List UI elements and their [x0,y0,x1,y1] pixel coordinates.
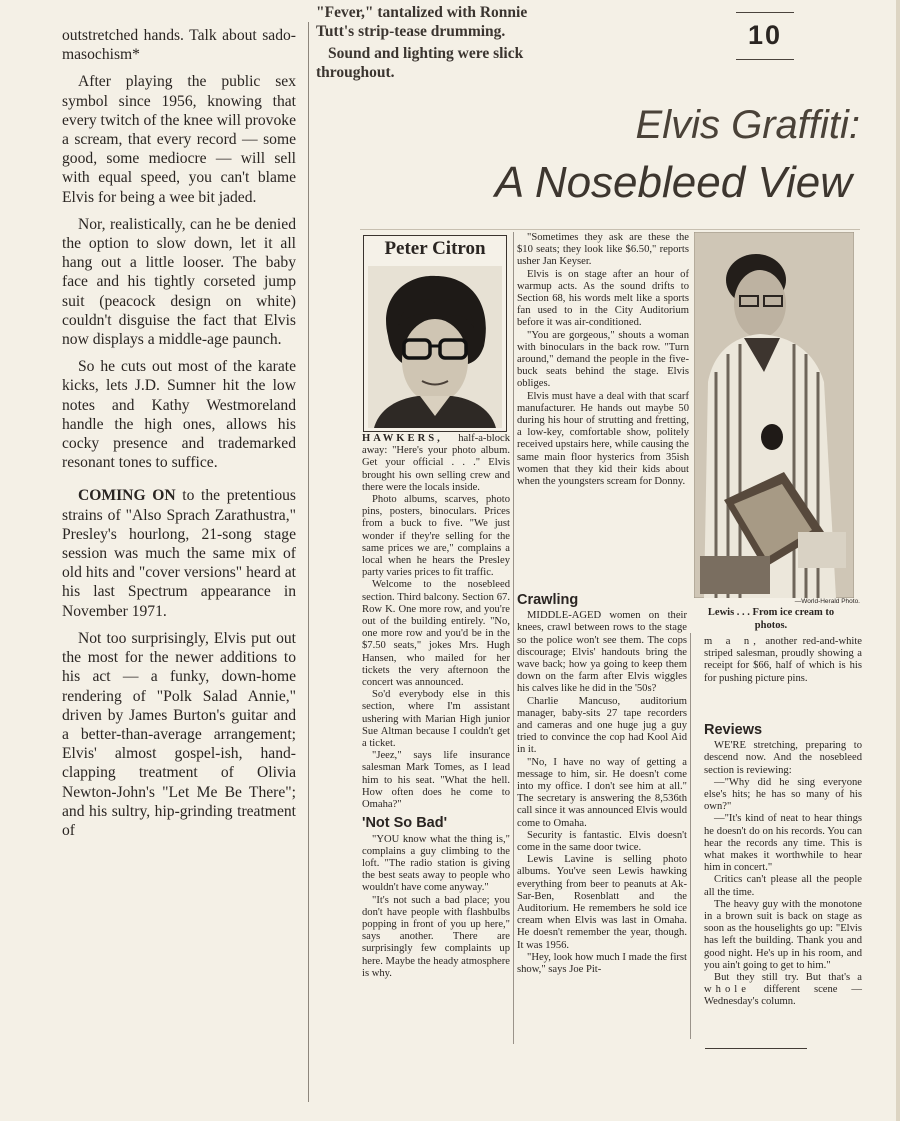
author-portrait [368,266,502,428]
c2-para-4: "Jeez," says life insurance salesman Mark Tomes, as I lead him to his seat. "What the hell. How often does he come to Omaha?" [362,750,510,811]
c4-para-2: WE'RE stretching, preparing to descend now. And the nosebleed section is reviewing: [704,740,862,776]
c2-para-2: Welcome to the nosebleed section. Third balcony. Section 67. Row K. One more row, and you're out of the building entirely. "No, one more row and you'd be in the $7.50 seats," jokes Mrs. Hugh Hansen, who mailed for her tickets the very afternoon the concert was announced. [362,579,510,689]
c3-para-9: Lewis Lavine is selling photo albums. You've seen Lewis hawking everything from beer to peanuts at Ak-Sar-Ben, Rosenblatt and the Auditorium. He remembers he sold ice cream when Elvis was last in Omaha. He doesn't remember the year, though. It was 1956. [517,854,687,951]
c4-para-1 [704,636,862,685]
c2-para-1: Photo albums, scarves, photo pins, posters, binoculars. Prices from a buck to five. "We just wonder if they're selling for the same prices we are," complains a local when he hears the Presley party varies prices to fit traffic. [362,494,510,579]
headline-rule [360,229,860,230]
column-three-bottom [517,588,687,976]
subhead-reviews: Reviews [704,722,763,738]
headline-line-2: A Nosebleed View [494,158,852,207]
column-three-top [517,232,689,488]
c4-final-whole: whole [704,984,750,996]
end-rule [705,1048,807,1049]
c2-para-6: "It's not such a bad place; you don't have people with flashbulbs popping in front of you up here," says another. There are surprisingly few complaints up here. Maybe the heady atmosphere is why. [362,894,510,979]
col1-para-3: Nor, realistically, can he be denied the option to slow down, let it all hang out a little looser. The baby face and his tightly corseted jump suit (peacock design on white) couldn't disguise the fact that Elvis now displays a middle-age paunch. [62,215,296,349]
c4-para-5: Critics can't please all the people all the time. [704,874,862,898]
c2-para-5: "YOU know what the thing is," complains a guy climbing to the loft. "The radio station is giving the best seats away to people who wouldn't have come anyway." [362,833,510,894]
c4-para-4: —"It's kind of neat to hear things he doesn't do on his records. You can hear the records any time. This is what makes it worthwhile to hear him in concert." [704,813,862,874]
column-four-body [704,718,862,1009]
photo-caption: Lewis . . . From ice cream to photos. [707,607,835,631]
col1-para-1: outstretched hands. Talk about sado-masochism* [62,27,296,64]
top2-para-2: Sound and lighting were slick throughout. [316,45,524,81]
byline-name: Peter Citron [384,238,486,259]
c3-para-7: "No, I have no way of getting a message to him, sir. He doesn't come into my office. I don't see him at all." The secretary is answering the 8,536th call since it was announced Elvis would come to Omaha. [517,756,687,829]
hawkers-lead: HAWKERS, [362,433,443,444]
c4-final-a: But they still try. But that's a [714,972,862,984]
column-rule-3 [690,633,691,1039]
subhead-crawling: Crawling [517,592,579,608]
coming-on-text: to the pretentious strains of "Also Sprach Zarathustra," Presley's hourlong, 21-song stage session was much the same mix of old hits and "cover versions" heard at his last Spectrum appearance in November 1971. [62,487,296,620]
column-rule [308,22,309,1102]
c3-para-4: Elvis must have a deal with that scarf manufacturer. He hands out maybe 50 during his hour of strutting and fretting, a low-key, comfortable show, politely received upstairs here, while causing the same main floor hysterics from 35ish women that they kid their kids about when the youngsters scream for Donny. [517,390,689,488]
c3-para-5: MIDDLE-AGED women on their knees, crawl between rows to the stage so the police won't see them. The cops discourage; Elvis' handouts bring the wave back; how ya going to keep them down on the farm after Elvis wiggles his calves like he did in the '50s? [517,610,687,695]
c3-para-8: Security is fantastic. Elvis doesn't come in the same door twice. [517,829,687,854]
column-rule-2 [513,232,514,1044]
hawkers-para [362,433,510,494]
c3-para-2: Elvis is on stage after an hour of warmup acts. As the sound drifts to Section 68, his words melt like a sports fan used to in the City Auditorium before it was air-conditioned. [517,268,689,329]
c3-para-1: "Sometimes they ask are these the $10 seats; they look like $6.50," reports usher Jan Keyser. [517,232,689,268]
column-two-top [316,4,546,86]
lewis-photo [694,232,854,598]
headline-line-1: Elvis Graffiti: [635,103,860,147]
c4-para-3: —"Why did he sing everyone else's hits; he has so many of his own?" [704,776,862,813]
coming-on-lead: COMING ON [78,487,176,505]
photo-credit: —World-Herald Photo. [794,598,860,605]
column-one [62,26,296,848]
c3-para-10: "Hey, look how much I made the first show," says Joe Pit- [517,951,687,976]
c3-para-6: Charlie Mancuso, auditorium manager, baby-sits 27 tape recorders and cameras and one huge jug a guy tried to convince the cop had Kool Aid in it. [517,695,687,756]
c4-para-final [704,972,862,1009]
c4-para-6: The heavy guy with the monotone in a brown suit is back on stage as soon as the houselights go up: "Elvis has left the building. Thank you and good night. He's up in his room, and you ain't going to get to him." [704,898,862,971]
top2-para-1: "Fever," tantalized with Ronnie Tutt's strip-tease drumming. [316,4,528,40]
page-number: 10 [747,20,783,50]
column-four-top [704,636,862,685]
column-two-body [362,433,510,980]
subhead-not-so-bad: 'Not So Bad' [362,815,448,832]
page-fold-shadow [896,0,900,1121]
col1-para-2: After playing the public sex symbol since 1956, knowing that every twitch of the knee will provoke a scream, that every record — some good, some mediocre — will sell with equal speed, you can't blame Elvis for being a wee bit jaded. [62,73,296,206]
c4-lead: m a n, [704,636,760,647]
col1-para-last: Not too surprisingly, Elvis put out the most for the newer additions to his act — a funky, down-home rendering of "Polk Salad Annie," driven by James Burton's guitar and a better-than-average arrangement; Elvis' almost gospel-ish, hand-clapping treatment of Olivia Newton-John's "Let Me Be There"; and his sultry, hip-grinding treatment of [62,629,296,839]
c4-final-b: different scene — Wednesday's column. [704,984,862,1008]
hawkers-text: half-a-block away: "Here's your photo album. Get your official . . ." Elvis brought his own selling crew and there were the locals inside. [362,433,510,493]
col1-para-4: So he cuts out most of the karate kicks, lets J.D. Sumner hit the low notes and Kathy Westmoreland handle the high ones, allows his cocky presence and trademarked resonant tones to suffice. [62,358,296,472]
c4-text: another red-and-white striped salesman, proudly showing a receipt for $66, half of which is his for pushing picture pins. [704,636,863,684]
byline-box [363,235,507,432]
col1-para-coming [62,486,296,620]
c2-para-3: So'd everybody else in this section, where I'm assistant ushering with Marian High junior Sue Altman because I couldn't get a ticket. [362,689,510,750]
c3-para-3: "You are gorgeous," shouts a woman with binoculars in the back row. "Turn around," demand the people in the five-buck seats behind the stage. Elvis obliges. [517,329,689,390]
